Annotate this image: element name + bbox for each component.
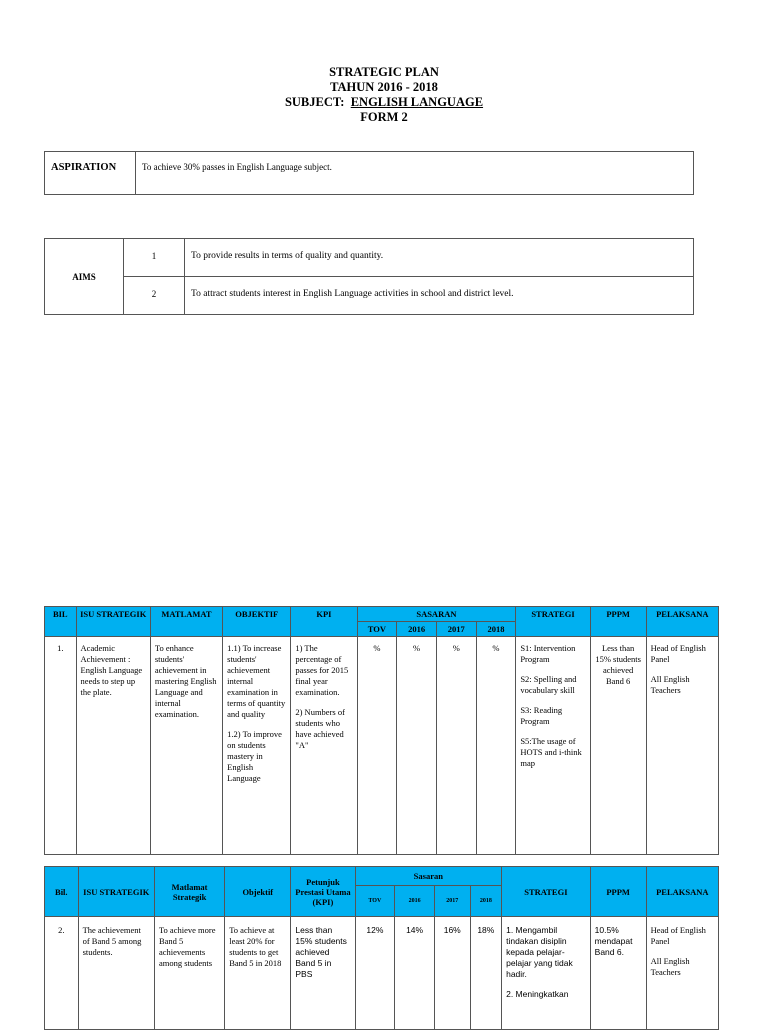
col-sasaran: Sasaran (355, 867, 502, 886)
col-kpi: Petunjuk Prestasi Utama (KPI) (291, 867, 355, 917)
cell-2016: 14% (395, 917, 435, 1030)
col-pelaksana: PELAKSANA (646, 607, 718, 637)
col-objektif: Objektif (225, 867, 291, 917)
cell-2017: % (436, 637, 476, 855)
aspiration-text: To achieve 30% passes in English Language subject. (136, 152, 694, 195)
col-2016: 2016 (395, 886, 435, 917)
strategi-item: 1. Mengambil tindakan disiplin kepada pelajar-pelajar yang tidak hadir. (506, 925, 573, 979)
col-pelaksana: PELAKSANA (646, 867, 718, 917)
form-line: FORM 2 (360, 110, 408, 124)
cell-matlamat: To enhance students' achievement in mastering English Language and internal examination. (150, 637, 222, 855)
title-line: STRATEGIC PLAN (329, 65, 439, 79)
cell-isu: Academic Achievement : English Language needs to step up the plate. (76, 637, 150, 855)
col-pppm: PPPM (590, 607, 646, 637)
aspiration-label: ASPIRATION (45, 152, 136, 195)
aim-number: 1 (124, 239, 185, 277)
col-sasaran: SASARAN (357, 607, 516, 622)
col-bil: BIL (45, 607, 77, 637)
pelaksana-item: Head of English Panel (650, 925, 706, 946)
col-2016: 2016 (397, 622, 437, 637)
objektif-item: 1.1) To increase students' achievement internal examination in terms of quantity and quality (227, 643, 286, 719)
cell-kpi (291, 637, 357, 855)
col-matlamat: MATLAMAT (150, 607, 222, 637)
cell-pppm: 10.5% mendapat Band 6. (590, 917, 646, 1030)
col-matlamat: Matlamat Strategik (154, 867, 224, 917)
strategi-item: S1: Intervention Program (520, 643, 576, 664)
cell-kpi: Less than 15% students achieved Band 5 in PBS (291, 917, 355, 1030)
cell-pppm: Less than 15% students achieved Band 6 (590, 637, 646, 855)
col-tov: TOV (355, 886, 395, 917)
strategi-item: S3: Reading Program (520, 705, 563, 726)
col-isu: ISU STRATEGIK (78, 867, 154, 917)
cell-objektif (223, 637, 291, 855)
aim-text: To attract students interest in English Language activities in school and district level. (185, 277, 694, 315)
document-header (0, 65, 768, 125)
aims-label: AIMS (45, 239, 124, 315)
table-row (45, 637, 719, 855)
cell-2018: 18% (470, 917, 502, 1030)
subject-value: ENGLISH LANGUAGE (350, 95, 484, 109)
col-2017: 2017 (434, 886, 470, 917)
pelaksana-item: All English Teachers (650, 674, 690, 695)
subject-label: SUBJECT: (284, 95, 345, 109)
kpi-item: 2) Numbers of students who have achieved "A" (295, 707, 345, 750)
col-pppm: PPPM (590, 867, 646, 917)
cell-tov: % (357, 637, 397, 855)
year-line: TAHUN 2016 - 2018 (330, 80, 438, 94)
col-tov: TOV (357, 622, 397, 637)
cell-objektif: To achieve at least 20% for students to get Band 5 in 2018 (225, 917, 291, 1030)
col-objektif: OBJEKTIF (223, 607, 291, 637)
strategi-item: S2: Spelling and vocabulary skill (520, 674, 577, 695)
strategi-item: 2. Meningkatkan (506, 989, 569, 999)
col-bil: Bil. (45, 867, 79, 917)
col-2017: 2017 (436, 622, 476, 637)
col-strategi: STRATEGI (516, 607, 590, 637)
kpi-item: 1) The percentage of passes for 2015 final year examination. (295, 643, 349, 697)
subject-line (0, 95, 768, 110)
aim-text: To provide results in terms of quality and quantity. (185, 239, 694, 277)
pelaksana-item: Head of English Panel (650, 643, 706, 664)
col-strategi: STRATEGI (502, 867, 591, 917)
cell-strategi (502, 917, 591, 1030)
cell-bil: 1. (45, 637, 77, 855)
col-isu: ISU STRATEGIK (76, 607, 150, 637)
cell-matlamat: To achieve more Band 5 achievements among students (154, 917, 224, 1030)
strategi-item: S5:The usage of HOTS and i-think map (520, 736, 582, 768)
cell-2017: 16% (434, 917, 470, 1030)
cell-strategi (516, 637, 590, 855)
strategic-table-1 (44, 606, 719, 855)
cell-2016: % (397, 637, 437, 855)
aim-number: 2 (124, 277, 185, 315)
aims-table (44, 238, 694, 315)
col-2018: 2018 (470, 886, 502, 917)
cell-pelaksana (646, 637, 718, 855)
strategic-table-2 (44, 866, 719, 1030)
table-row (45, 917, 719, 1030)
col-kpi: KPI (291, 607, 357, 637)
cell-2018: % (476, 637, 516, 855)
cell-bil: 2. (45, 917, 79, 1030)
cell-tov: 12% (355, 917, 395, 1030)
col-2018: 2018 (476, 622, 516, 637)
cell-pelaksana (646, 917, 718, 1030)
pelaksana-item: All English Teachers (650, 956, 690, 977)
objektif-item: 1.2) To improve on students mastery in English Language (227, 729, 282, 783)
cell-isu: The achievement of Band 5 among students. (78, 917, 154, 1030)
aspiration-table (44, 151, 694, 195)
